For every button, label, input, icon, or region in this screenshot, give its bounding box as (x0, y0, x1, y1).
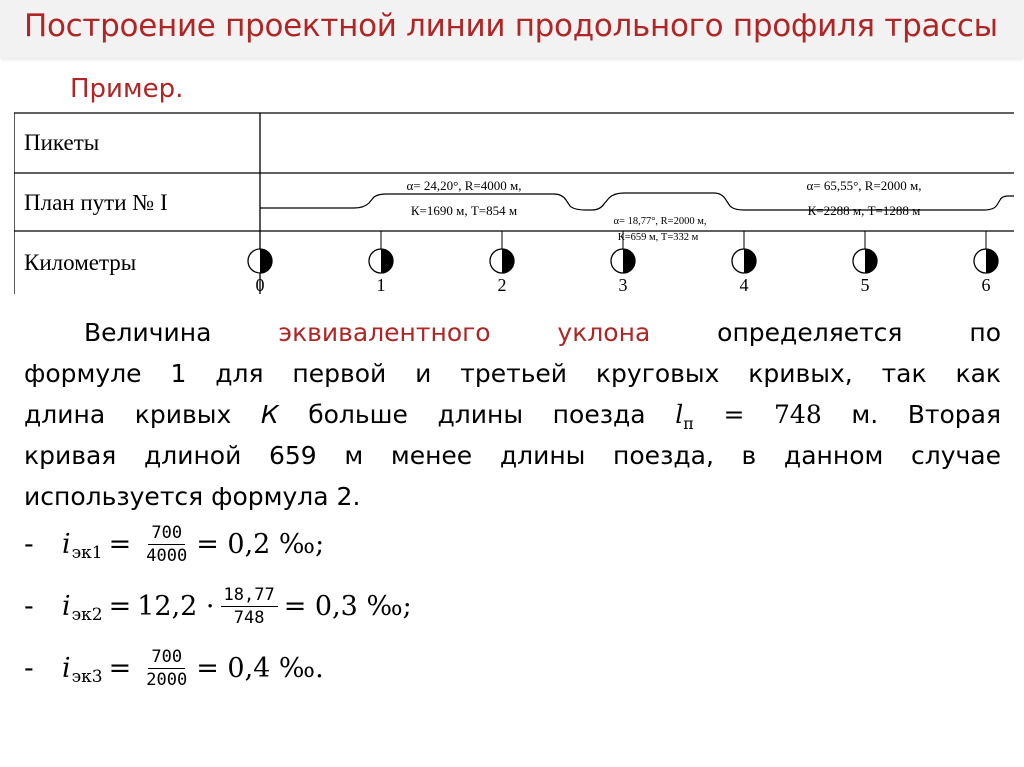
fraction (143, 646, 190, 691)
km-number: 3 (618, 275, 628, 295)
var-i: i (62, 591, 71, 622)
para-text: определяется по (650, 318, 1001, 347)
train-length-expr (675, 400, 852, 433)
denominator: 4000 (146, 546, 188, 566)
formula-result: = 0,4 ‰. (196, 653, 324, 684)
numerator: 700 (148, 646, 185, 669)
title-bar (0, 0, 1024, 58)
km-marks (248, 231, 998, 295)
formula-3 (24, 646, 324, 691)
km-post-2 (490, 231, 514, 295)
list-dash: - (24, 653, 34, 684)
highlight-term: эквивалентного уклона (278, 318, 651, 347)
row-label-pikety: Пикеты (24, 130, 100, 155)
var-l: l (675, 400, 684, 429)
var-sub: эк2 (71, 604, 103, 625)
para-text: м. Вторая (851, 400, 1001, 429)
numerator: 18,77 (221, 584, 278, 607)
curve-1-line2: К=1690 м, Т=854 м (410, 203, 518, 218)
formula-result: = 0,3 ‰; (283, 591, 412, 622)
km-number: 2 (497, 275, 507, 295)
km-post-5 (853, 231, 877, 295)
para-line-2: формуле 1 для первой и третьей круговых кривых, так как (24, 359, 1001, 388)
var-sub: эк3 (71, 666, 103, 687)
list-dash: - (24, 529, 34, 560)
row-label-km: Километры (24, 250, 137, 275)
var-l-sub: п (683, 414, 694, 433)
curve-2-line2: К=659 м, Т=332 м (617, 232, 699, 243)
km-post-1 (369, 231, 393, 295)
km-post-0 (248, 231, 272, 295)
curve-3-line2: К=2288 м, Т=1288 м (807, 203, 921, 218)
km-number: 5 (860, 275, 870, 295)
example-label: Пример. (70, 74, 184, 104)
denominator: 748 (233, 608, 265, 628)
var-i: i (62, 653, 71, 684)
equals-sign: = (108, 653, 132, 684)
para-text: больше длины поезда (278, 400, 676, 429)
km-number: 1 (376, 275, 386, 295)
formula-result: = 0,2 ‰; (196, 529, 325, 560)
list-dash: - (24, 591, 34, 622)
para-line-5: используется формула 2. (24, 482, 361, 511)
km-number: 0 (255, 275, 265, 295)
curve-3-line1: α= 65,55°, R=2000 м, (806, 178, 922, 193)
para-line-4: кривая длиной 659 м менее длины поезда, в данном случае (24, 441, 1001, 470)
fraction (143, 522, 190, 567)
km-number: 4 (739, 275, 749, 295)
var-k: К (260, 400, 279, 429)
curve-2-line1: α= 18,77°, R=2000 м, (613, 216, 707, 227)
para-text: длина кривых (24, 400, 261, 429)
profile-table (14, 110, 1014, 300)
km-post-6 (974, 231, 998, 295)
formula-2 (24, 584, 412, 629)
explanation-paragraph (24, 312, 1001, 517)
para-text: Величина (84, 318, 279, 347)
km-post-4 (732, 231, 756, 295)
denominator: 2000 (146, 670, 188, 690)
multiplier: 12,2 · (137, 591, 215, 622)
formula-1 (24, 522, 324, 567)
para-line-3 (24, 394, 1001, 435)
var-sub: эк1 (71, 542, 103, 563)
train-length-value: = 748 (693, 400, 852, 429)
row-label-plan: План пути № I (24, 190, 168, 215)
km-number: 6 (981, 275, 991, 295)
equals-sign: = (108, 591, 132, 622)
slide-title: Построение проектной линии продольного профиля трассы (24, 8, 998, 44)
numerator: 700 (148, 522, 185, 545)
var-i: i (62, 529, 71, 560)
para-line-1 (24, 312, 1001, 353)
fraction (221, 584, 278, 629)
equals-sign: = (108, 529, 132, 560)
curve-1-line1: α= 24,20°, R=4000 м, (406, 178, 522, 193)
